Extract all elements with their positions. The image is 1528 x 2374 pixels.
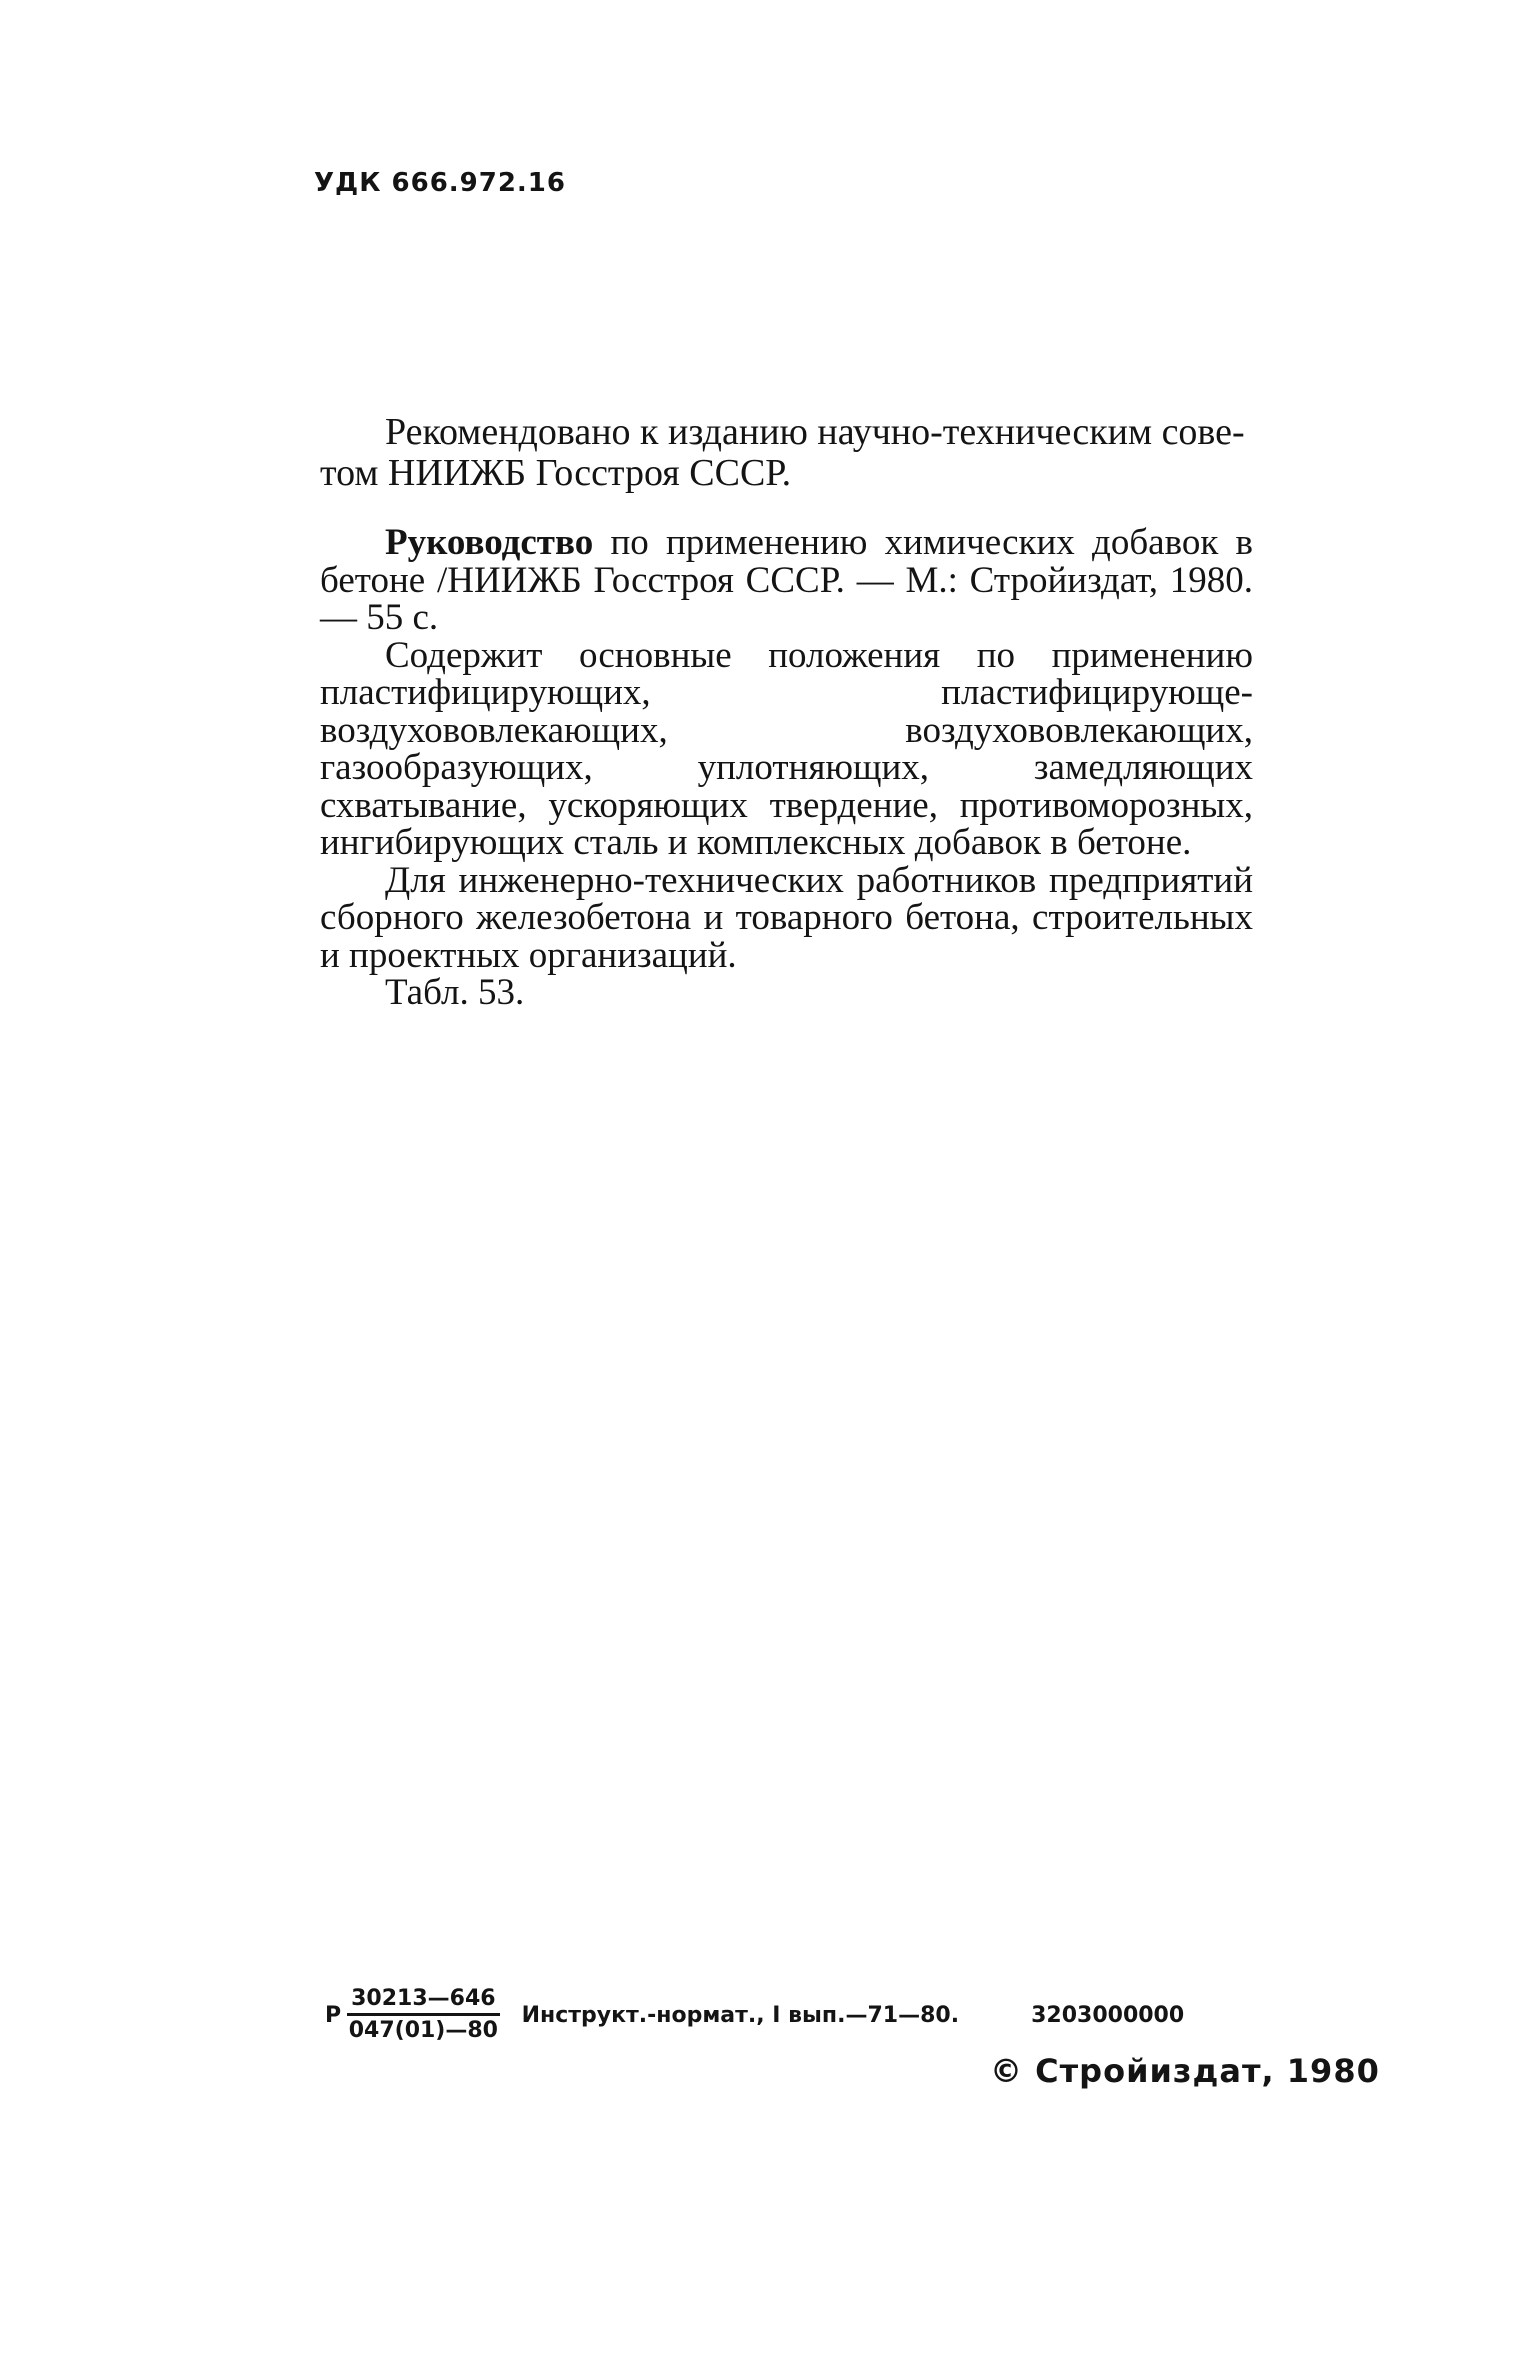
imprint-fraction (347, 1985, 499, 2046)
annotation-block (320, 524, 1253, 1012)
imprint-numerator: 30213—646 (347, 1985, 499, 2016)
content-summary: Содержит основные положения по применению пластифицирующих, пластифицирующе-воздухововлекающих, воздухововлекающих, газообразующих, уплотняющих, замедляющих схватывание, ускоряющих твердение, противоморозных, ингибирующих сталь и комплексных добавок в бетоне. (320, 634, 1253, 863)
citation-title-lead: Руководство (385, 522, 594, 563)
udk-code: УДК 666.972.16 (314, 168, 566, 198)
publication-imprint (325, 1985, 1184, 2046)
copyright-notice: © Стройиздат, 1980 (990, 2052, 1380, 2090)
bibliographic-citation (320, 524, 1253, 637)
table-count: Табл. 53. (385, 972, 525, 1013)
recommendation-line-2: том НИИЖБ Госстроя СССР. (320, 452, 792, 494)
imprint-code: 3203000000 (1031, 2003, 1185, 2028)
imprint-denominator: 047(01)—80 (348, 2018, 498, 2043)
imprint-prefix: Р (325, 2003, 342, 2028)
audience-statement: Для инженерно-технических работников предприятий сборного железобетона и товарного бетона, строительных и проектных организаций. (320, 859, 1253, 976)
imprint-instruction: Инструкт.-нормат., I вып.—71—80. (521, 2003, 960, 2028)
recommendation-note (320, 411, 1255, 494)
recommendation-line-1: Рекомендовано к изданию научно-техническим сове- (385, 411, 1245, 453)
citation-rest: по применению химических добавок в бетоне /НИИЖБ Госстроя СССР. — М.: Стройиздат, 1980. — 55 с. (320, 522, 1253, 638)
